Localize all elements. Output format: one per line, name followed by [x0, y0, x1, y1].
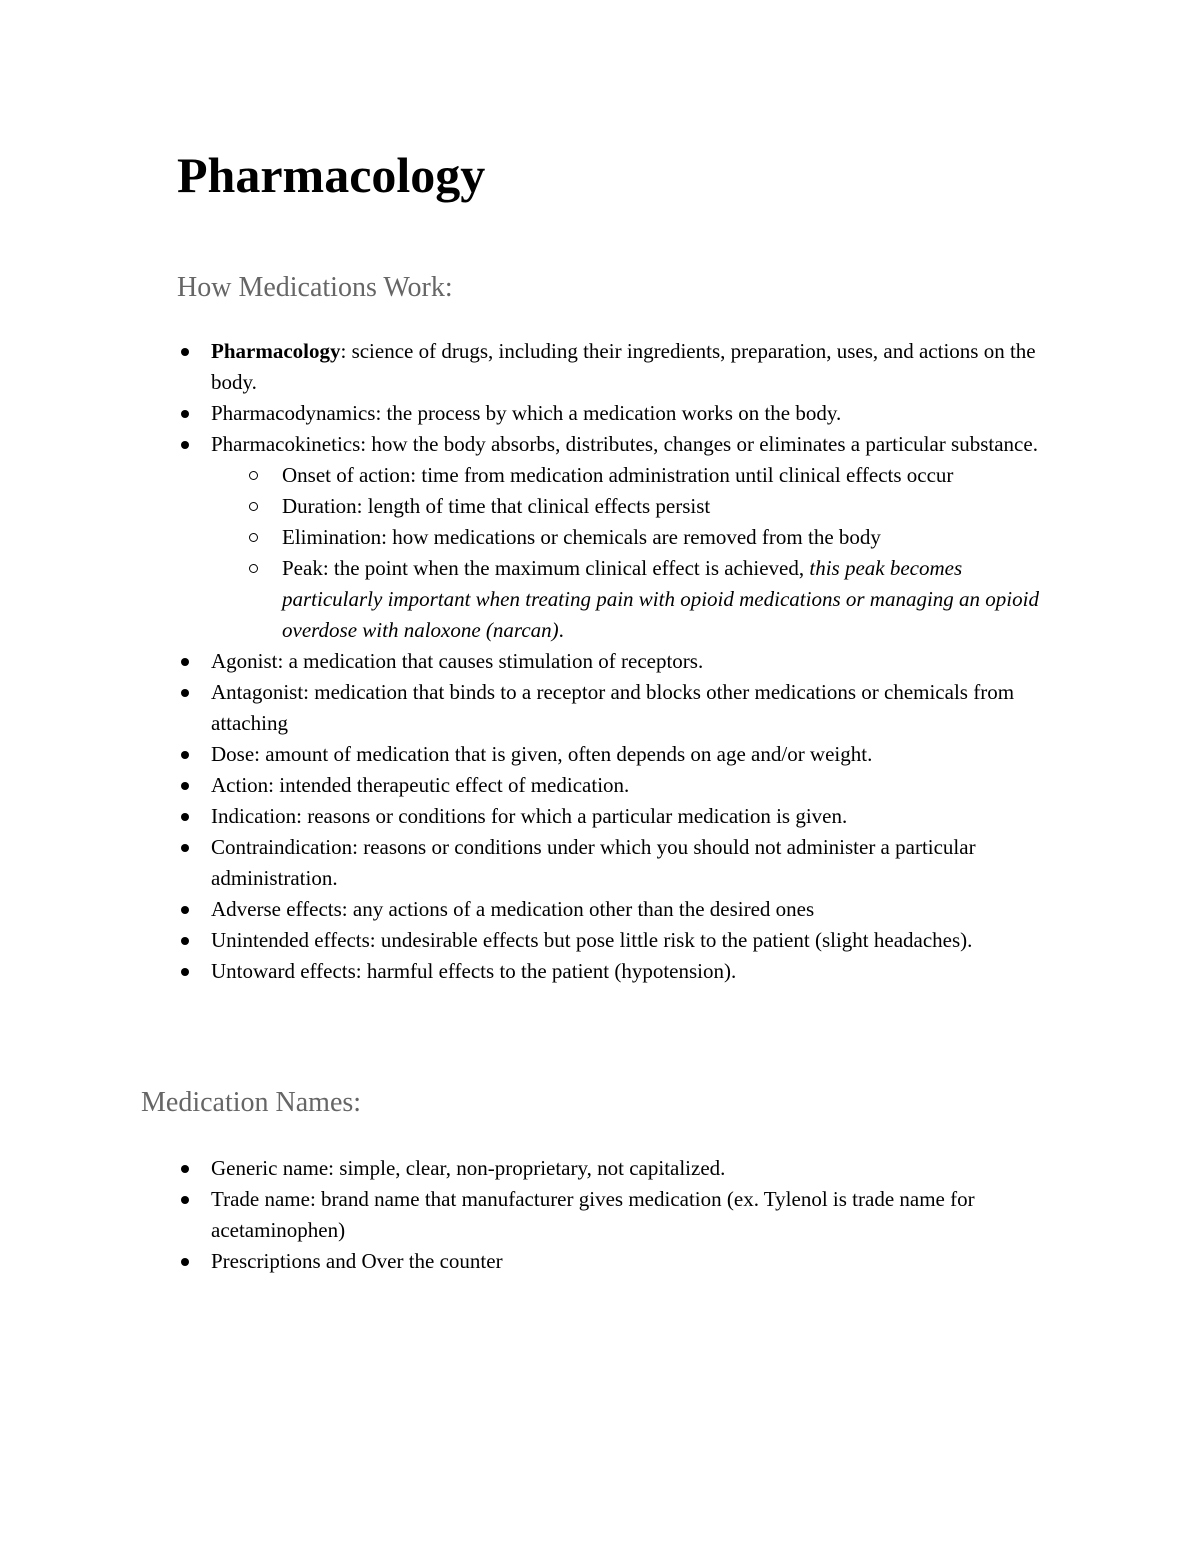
- bullet-icon: [181, 658, 189, 666]
- subitem-emphasis: this peak becomes particularly important when treating pain with opioid medications or managing an opioid overdose with naloxone (narcan): [282, 556, 1039, 642]
- bullet-icon: [181, 813, 189, 821]
- subitem-onset-of-action: [0, 460, 1052, 491]
- bullet-icon: [181, 906, 189, 914]
- list-item-trade-name: [0, 1184, 1051, 1246]
- bullet-icon: [181, 968, 189, 976]
- bullet-icon: [181, 751, 189, 759]
- item-text: Generic name: simple, clear, non-proprietary, not capitalized.: [211, 1156, 726, 1180]
- pharmacokinetics-sublist: [0, 460, 1051, 646]
- subitem-text: Duration: length of time that clinical effects persist: [282, 494, 711, 518]
- hollow-bullet-icon: [249, 564, 258, 573]
- bullet-icon: [181, 1165, 189, 1173]
- item-text: Untoward effects: harmful effects to the patient (hypotension).: [211, 959, 737, 983]
- definition-pharmacology: : science of drugs, including their ingredients, preparation, uses, and actions on the body.: [211, 339, 1036, 394]
- bullet-icon: [181, 689, 189, 697]
- list-item-unintended-effects: [0, 925, 1051, 956]
- item-text: Indication: reasons or conditions for which a particular medication is given.: [211, 804, 848, 828]
- medication-names-list: [0, 1153, 1051, 1277]
- item-text: Dose: amount of medication that is given, often depends on age and/or weight.: [211, 742, 873, 766]
- subitem-end: .: [558, 618, 564, 642]
- bullet-icon: [181, 348, 189, 356]
- item-text: Pharmacokinetics: how the body absorbs, distributes, changes or eliminates a particular substance.: [211, 432, 1038, 456]
- item-text: Unintended effects: undesirable effects but pose little risk to the patient (slight headaches).: [211, 928, 973, 952]
- bullet-icon: [181, 1258, 189, 1266]
- list-item-action: [0, 770, 1051, 801]
- hollow-bullet-icon: [249, 502, 258, 511]
- list-item-adverse-effects: [0, 894, 1051, 925]
- item-text: Adverse effects: any actions of a medication other than the desired ones: [211, 897, 815, 921]
- item-text: Contraindication: reasons or conditions under which you should not administer a particular administration.: [211, 835, 976, 890]
- subitem-text: Elimination: how medications or chemicals are removed from the body: [282, 525, 881, 549]
- term-pharmacology: Pharmacology: [211, 339, 341, 363]
- item-text: Trade name: brand name that manufacturer gives medication (ex. Tylenol is trade name for acetaminophen): [211, 1187, 975, 1242]
- bullet-icon: [181, 410, 189, 418]
- bullet-icon: [181, 937, 189, 945]
- bullet-icon: [181, 1196, 189, 1204]
- list-item-pharmacology: [0, 336, 1051, 398]
- hollow-bullet-icon: [249, 533, 258, 542]
- bullet-icon: [181, 844, 189, 852]
- item-text: Pharmacodynamics: the process by which a medication works on the body.: [211, 401, 842, 425]
- section-heading-medication-names: Medication Names:: [141, 1087, 362, 1118]
- section-heading-how-medications-work: How Medications Work:: [177, 272, 453, 303]
- list-item-indication: [0, 801, 1051, 832]
- list-item-antagonist: [0, 677, 1051, 739]
- subitem-duration: [0, 491, 1052, 522]
- subitem-peak: [0, 553, 1052, 646]
- how-medications-work-list: [0, 336, 1051, 987]
- list-item-prescriptions-otc: [0, 1246, 1051, 1277]
- bullet-icon: [181, 782, 189, 790]
- list-item-contraindication: [0, 832, 1051, 894]
- list-item-dose: [0, 739, 1051, 770]
- list-item-pharmacokinetics: [0, 429, 1051, 646]
- hollow-bullet-icon: [249, 471, 258, 480]
- item-text: Antagonist: medication that binds to a receptor and blocks other medications or chemicals from attaching: [211, 680, 1015, 735]
- subitem-text: Peak: the point when the maximum clinical effect is achieved,: [282, 556, 810, 580]
- item-text: Prescriptions and Over the counter: [211, 1249, 503, 1273]
- document-title: Pharmacology: [177, 147, 486, 203]
- list-item-agonist: [0, 646, 1051, 677]
- item-text: Action: intended therapeutic effect of medication.: [211, 773, 630, 797]
- bullet-icon: [181, 441, 189, 449]
- subitem-elimination: [0, 522, 1052, 553]
- list-item-pharmacodynamics: [0, 398, 1051, 429]
- list-item-untoward-effects: [0, 956, 1051, 987]
- item-text: Agonist: a medication that causes stimulation of receptors.: [211, 649, 704, 673]
- subitem-text: Onset of action: time from medication administration until clinical effects occur: [282, 463, 954, 487]
- list-item-generic-name: [0, 1153, 1051, 1184]
